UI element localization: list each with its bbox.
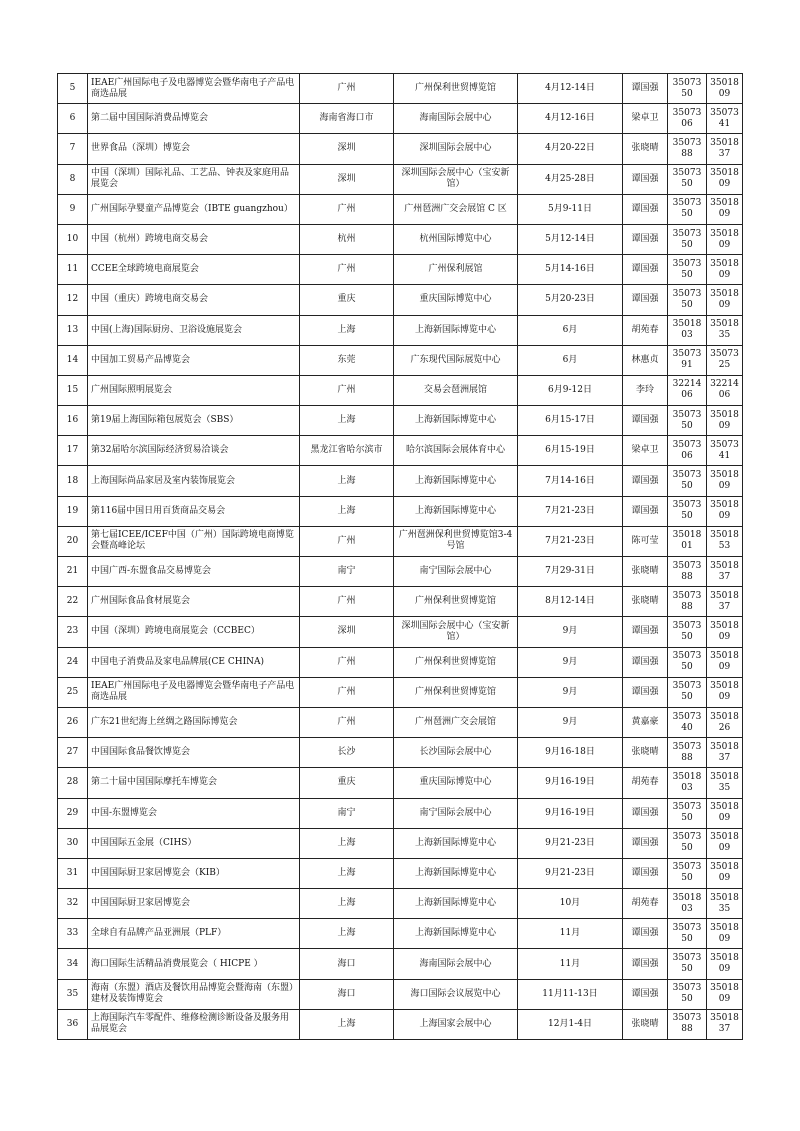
date-cell: 11月11-13日 xyxy=(518,979,623,1009)
phone-cell: 3507388 xyxy=(668,1009,707,1039)
table-row xyxy=(58,798,743,828)
phone-cell: 3507350 xyxy=(668,466,707,496)
phone-cell: 3507350 xyxy=(668,194,707,224)
exhibition-name-cell: 第二十届中国国际摩托车博览会 xyxy=(88,768,300,798)
date-cell: 7月29-31日 xyxy=(518,557,623,587)
fax-cell: 3501809 xyxy=(707,285,743,315)
date-cell: 6月15-19日 xyxy=(518,436,623,466)
row-number-cell: 5 xyxy=(58,74,88,104)
row-number-cell: 27 xyxy=(58,738,88,768)
venue-cell: 南宁国际会展中心 xyxy=(394,557,518,587)
city-cell: 重庆 xyxy=(300,768,394,798)
phone-cell: 3507350 xyxy=(668,858,707,888)
table-row xyxy=(58,436,743,466)
row-number-cell: 12 xyxy=(58,285,88,315)
row-number-cell: 18 xyxy=(58,466,88,496)
table-row xyxy=(58,647,743,677)
date-cell: 11月 xyxy=(518,919,623,949)
contact-person-cell: 谭国强 xyxy=(623,224,668,254)
date-cell: 11月 xyxy=(518,949,623,979)
fax-cell: 3501809 xyxy=(707,74,743,104)
row-number-cell: 22 xyxy=(58,587,88,617)
venue-cell: 哈尔滨国际会展体育中心 xyxy=(394,436,518,466)
city-cell: 广州 xyxy=(300,677,394,707)
phone-cell: 3501801 xyxy=(668,526,707,556)
date-cell: 10月 xyxy=(518,889,623,919)
date-cell: 5月12-14日 xyxy=(518,224,623,254)
city-cell: 南宁 xyxy=(300,557,394,587)
venue-cell: 上海新国际博览中心 xyxy=(394,406,518,436)
venue-cell: 上海新国际博览中心 xyxy=(394,466,518,496)
exhibition-name-cell: 第32届哈尔滨国际经济贸易洽谈会 xyxy=(88,436,300,466)
exhibition-name-cell: 中国(上海)国际厨房、卫浴设施展览会 xyxy=(88,315,300,345)
row-number-cell: 31 xyxy=(58,858,88,888)
row-number-cell: 19 xyxy=(58,496,88,526)
exhibition-name-cell: 广州国际孕婴童产品博览会（IBTE guangzhou） xyxy=(88,194,300,224)
table-row xyxy=(58,285,743,315)
venue-cell: 海南国际会展中心 xyxy=(394,104,518,134)
contact-person-cell: 梁卓卫 xyxy=(623,436,668,466)
exhibition-name-cell: 中国（杭州）跨境电商交易会 xyxy=(88,224,300,254)
city-cell: 广州 xyxy=(300,194,394,224)
table-row xyxy=(58,557,743,587)
city-cell: 上海 xyxy=(300,496,394,526)
row-number-cell: 21 xyxy=(58,557,88,587)
exhibition-name-cell: CCEE全球跨境电商展览会 xyxy=(88,255,300,285)
fax-cell: 3501837 xyxy=(707,587,743,617)
phone-cell: 3501803 xyxy=(668,768,707,798)
table-row xyxy=(58,828,743,858)
phone-cell: 3507350 xyxy=(668,224,707,254)
city-cell: 广州 xyxy=(300,74,394,104)
contact-person-cell: 林惠贞 xyxy=(623,345,668,375)
table-row xyxy=(58,255,743,285)
city-cell: 广州 xyxy=(300,587,394,617)
phone-cell: 3507391 xyxy=(668,345,707,375)
date-cell: 9月 xyxy=(518,677,623,707)
row-number-cell: 14 xyxy=(58,345,88,375)
row-number-cell: 35 xyxy=(58,979,88,1009)
date-cell: 5月20-23日 xyxy=(518,285,623,315)
table-row xyxy=(58,496,743,526)
phone-cell: 3507350 xyxy=(668,798,707,828)
city-cell: 重庆 xyxy=(300,285,394,315)
row-number-cell: 7 xyxy=(58,134,88,164)
fax-cell: 3501835 xyxy=(707,315,743,345)
venue-cell: 杭州国际博览中心 xyxy=(394,224,518,254)
venue-cell: 广州琶洲广交会展馆 xyxy=(394,707,518,737)
fax-cell: 3501809 xyxy=(707,164,743,194)
phone-cell: 3507388 xyxy=(668,134,707,164)
fax-cell: 3501809 xyxy=(707,255,743,285)
city-cell: 广州 xyxy=(300,526,394,556)
exhibition-name-cell: 中国国际厨卫家居博览会 xyxy=(88,889,300,919)
row-number-cell: 8 xyxy=(58,164,88,194)
city-cell: 广州 xyxy=(300,375,394,405)
table-row xyxy=(58,104,743,134)
city-cell: 长沙 xyxy=(300,738,394,768)
phone-cell: 3501803 xyxy=(668,315,707,345)
venue-cell: 海口国际会议展览中心 xyxy=(394,979,518,1009)
fax-cell: 3501809 xyxy=(707,828,743,858)
exhibition-name-cell: 第19届上海国际箱包展览会（SBS） xyxy=(88,406,300,436)
table-row xyxy=(58,919,743,949)
exhibition-table xyxy=(57,73,743,1040)
date-cell: 9月 xyxy=(518,617,623,647)
fax-cell: 3501809 xyxy=(707,406,743,436)
city-cell: 上海 xyxy=(300,889,394,919)
fax-cell: 3501809 xyxy=(707,798,743,828)
exhibition-name-cell: 第七届ICEE/ICEF中国（广州）国际跨境电商博览会暨高峰论坛 xyxy=(88,526,300,556)
table-row xyxy=(58,979,743,1009)
table-row xyxy=(58,526,743,556)
exhibition-name-cell: 全球自有品牌产品亚洲展（PLF） xyxy=(88,919,300,949)
fax-cell: 3501809 xyxy=(707,496,743,526)
contact-person-cell: 谭国强 xyxy=(623,164,668,194)
date-cell: 4月25-28日 xyxy=(518,164,623,194)
contact-person-cell: 胡苑春 xyxy=(623,315,668,345)
phone-cell: 3507388 xyxy=(668,738,707,768)
date-cell: 6月 xyxy=(518,345,623,375)
fax-cell: 3501835 xyxy=(707,889,743,919)
contact-person-cell: 张晓晴 xyxy=(623,1009,668,1039)
table-row xyxy=(58,1009,743,1039)
contact-person-cell: 梁卓卫 xyxy=(623,104,668,134)
row-number-cell: 29 xyxy=(58,798,88,828)
fax-cell: 3501809 xyxy=(707,677,743,707)
date-cell: 8月12-14日 xyxy=(518,587,623,617)
venue-cell: 上海新国际博览中心 xyxy=(394,919,518,949)
date-cell: 9月16-18日 xyxy=(518,738,623,768)
venue-cell: 重庆国际博览中心 xyxy=(394,768,518,798)
exhibition-name-cell: 世界食品（深圳）博览会 xyxy=(88,134,300,164)
contact-person-cell: 胡苑春 xyxy=(623,889,668,919)
city-cell: 上海 xyxy=(300,858,394,888)
table-row xyxy=(58,194,743,224)
fax-cell: 3501809 xyxy=(707,647,743,677)
date-cell: 9月16-19日 xyxy=(518,768,623,798)
row-number-cell: 15 xyxy=(58,375,88,405)
contact-person-cell: 谭国强 xyxy=(623,617,668,647)
fax-cell: 3507325 xyxy=(707,345,743,375)
table-row xyxy=(58,74,743,104)
city-cell: 广州 xyxy=(300,255,394,285)
exhibition-name-cell: 中国（深圳）跨境电商展览会（CCBEC） xyxy=(88,617,300,647)
city-cell: 上海 xyxy=(300,1009,394,1039)
row-number-cell: 6 xyxy=(58,104,88,134)
date-cell: 9月16-19日 xyxy=(518,798,623,828)
date-cell: 4月12-16日 xyxy=(518,104,623,134)
venue-cell: 广州保利世贸博览馆 xyxy=(394,587,518,617)
exhibition-name-cell: 海口国际生活精品消费展览会（ HICPE ） xyxy=(88,949,300,979)
exhibition-name-cell: 中国-东盟博览会 xyxy=(88,798,300,828)
table-row xyxy=(58,617,743,647)
contact-person-cell: 谭国强 xyxy=(623,406,668,436)
table-row xyxy=(58,738,743,768)
fax-cell: 3501809 xyxy=(707,949,743,979)
fax-cell: 3501809 xyxy=(707,858,743,888)
row-number-cell: 36 xyxy=(58,1009,88,1039)
contact-person-cell: 胡苑春 xyxy=(623,768,668,798)
city-cell: 杭州 xyxy=(300,224,394,254)
table-row xyxy=(58,375,743,405)
venue-cell: 交易会琶洲展馆 xyxy=(394,375,518,405)
contact-person-cell: 谭国强 xyxy=(623,919,668,949)
exhibition-name-cell: 第二届中国国际消费品博览会 xyxy=(88,104,300,134)
contact-person-cell: 谭国强 xyxy=(623,949,668,979)
exhibition-name-cell: 中国（深圳）国际礼品、工艺品、钟表及家庭用品展览会 xyxy=(88,164,300,194)
contact-person-cell: 陈可莹 xyxy=(623,526,668,556)
row-number-cell: 10 xyxy=(58,224,88,254)
venue-cell: 广州保利世贸博览馆 xyxy=(394,647,518,677)
contact-person-cell: 谭国强 xyxy=(623,798,668,828)
phone-cell: 3507388 xyxy=(668,587,707,617)
venue-cell: 广州保利世贸博览馆 xyxy=(394,74,518,104)
venue-cell: 长沙国际会展中心 xyxy=(394,738,518,768)
city-cell: 上海 xyxy=(300,919,394,949)
venue-cell: 上海国家会展中心 xyxy=(394,1009,518,1039)
phone-cell: 3507340 xyxy=(668,707,707,737)
phone-cell: 3507350 xyxy=(668,979,707,1009)
city-cell: 上海 xyxy=(300,315,394,345)
table-row xyxy=(58,134,743,164)
exhibition-name-cell: IEAE广州国际电子及电器博览会暨华南电子产品电商选品展 xyxy=(88,74,300,104)
venue-cell: 广东现代国际展览中心 xyxy=(394,345,518,375)
date-cell: 4月20-22日 xyxy=(518,134,623,164)
row-number-cell: 33 xyxy=(58,919,88,949)
contact-person-cell: 张晓晴 xyxy=(623,134,668,164)
city-cell: 东莞 xyxy=(300,345,394,375)
row-number-cell: 30 xyxy=(58,828,88,858)
table-row xyxy=(58,315,743,345)
exhibition-name-cell: 广州国际食品食材展览会 xyxy=(88,587,300,617)
contact-person-cell: 谭国强 xyxy=(623,496,668,526)
row-number-cell: 34 xyxy=(58,949,88,979)
phone-cell: 3507350 xyxy=(668,919,707,949)
fax-cell: 3501809 xyxy=(707,194,743,224)
table-row xyxy=(58,164,743,194)
row-number-cell: 24 xyxy=(58,647,88,677)
exhibition-name-cell: 上海国际尚品家居及室内装饰展览会 xyxy=(88,466,300,496)
venue-cell: 广州琶洲保利世贸博览馆3-4号馆 xyxy=(394,526,518,556)
fax-cell: 3221406 xyxy=(707,375,743,405)
venue-cell: 南宁国际会展中心 xyxy=(394,798,518,828)
row-number-cell: 17 xyxy=(58,436,88,466)
date-cell: 6月15-17日 xyxy=(518,406,623,436)
contact-person-cell: 谭国强 xyxy=(623,194,668,224)
contact-person-cell: 谭国强 xyxy=(623,74,668,104)
row-number-cell: 11 xyxy=(58,255,88,285)
venue-cell: 深圳国际会展中心（宝安新馆） xyxy=(394,164,518,194)
phone-cell: 3507306 xyxy=(668,436,707,466)
table-row xyxy=(58,466,743,496)
date-cell: 5月9-11日 xyxy=(518,194,623,224)
contact-person-cell: 谭国强 xyxy=(623,255,668,285)
phone-cell: 3507350 xyxy=(668,255,707,285)
table-row xyxy=(58,858,743,888)
contact-person-cell: 谭国强 xyxy=(623,828,668,858)
venue-cell: 上海新国际博览中心 xyxy=(394,858,518,888)
date-cell: 6月9-12日 xyxy=(518,375,623,405)
phone-cell: 3507306 xyxy=(668,104,707,134)
venue-cell: 广州保利世贸博览馆 xyxy=(394,677,518,707)
phone-cell: 3221406 xyxy=(668,375,707,405)
table-row xyxy=(58,889,743,919)
date-cell: 9月21-23日 xyxy=(518,828,623,858)
venue-cell: 广州琶洲广交会展馆 C 区 xyxy=(394,194,518,224)
contact-person-cell: 谭国强 xyxy=(623,466,668,496)
table-row xyxy=(58,224,743,254)
venue-cell: 深圳国际会展中心 xyxy=(394,134,518,164)
row-number-cell: 16 xyxy=(58,406,88,436)
fax-cell: 3501837 xyxy=(707,1009,743,1039)
date-cell: 7月21-23日 xyxy=(518,526,623,556)
exhibition-name-cell: 第116届中国日用百货商品交易会 xyxy=(88,496,300,526)
fax-cell: 3501809 xyxy=(707,224,743,254)
venue-cell: 广州保利展馆 xyxy=(394,255,518,285)
contact-person-cell: 谭国强 xyxy=(623,858,668,888)
contact-person-cell: 张晓晴 xyxy=(623,738,668,768)
fax-cell: 3501837 xyxy=(707,738,743,768)
fax-cell: 3501809 xyxy=(707,617,743,647)
city-cell: 海南省海口市 xyxy=(300,104,394,134)
contact-person-cell: 谭国强 xyxy=(623,285,668,315)
fax-cell: 3501853 xyxy=(707,526,743,556)
city-cell: 上海 xyxy=(300,828,394,858)
contact-person-cell: 张晓晴 xyxy=(623,557,668,587)
exhibition-name-cell: 广东21世纪海上丝绸之路国际博览会 xyxy=(88,707,300,737)
city-cell: 深圳 xyxy=(300,617,394,647)
city-cell: 上海 xyxy=(300,466,394,496)
exhibition-name-cell: 中国国际五金展（CIHS） xyxy=(88,828,300,858)
exhibition-name-cell: 海南（东盟）酒店及餐饮用品博览会暨海南（东盟）建材及装饰博览会 xyxy=(88,979,300,1009)
table-row xyxy=(58,768,743,798)
exhibition-name-cell: 中国国际厨卫家居博览会（KIB） xyxy=(88,858,300,888)
date-cell: 12月1-4日 xyxy=(518,1009,623,1039)
contact-person-cell: 黄嘉豪 xyxy=(623,707,668,737)
phone-cell: 3501803 xyxy=(668,889,707,919)
date-cell: 5月14-16日 xyxy=(518,255,623,285)
fax-cell: 3507341 xyxy=(707,104,743,134)
city-cell: 广州 xyxy=(300,647,394,677)
city-cell: 深圳 xyxy=(300,134,394,164)
exhibition-name-cell: 中国国际食品餐饮博览会 xyxy=(88,738,300,768)
date-cell: 7月21-23日 xyxy=(518,496,623,526)
exhibition-name-cell: 中国广西-东盟食品交易博览会 xyxy=(88,557,300,587)
venue-cell: 海南国际会展中心 xyxy=(394,949,518,979)
date-cell: 9月 xyxy=(518,707,623,737)
date-cell: 7月14-16日 xyxy=(518,466,623,496)
contact-person-cell: 谭国强 xyxy=(623,647,668,677)
phone-cell: 3507350 xyxy=(668,285,707,315)
exhibition-name-cell: 中国电子消费品及家电品牌展(CE CHINA) xyxy=(88,647,300,677)
exhibition-name-cell: 中国加工贸易产品博览会 xyxy=(88,345,300,375)
venue-cell: 上海新国际博览中心 xyxy=(394,496,518,526)
fax-cell: 3501835 xyxy=(707,768,743,798)
phone-cell: 3507350 xyxy=(668,617,707,647)
row-number-cell: 20 xyxy=(58,526,88,556)
venue-cell: 上海新国际博览中心 xyxy=(394,889,518,919)
venue-cell: 深圳国际会展中心（宝安新馆） xyxy=(394,617,518,647)
row-number-cell: 26 xyxy=(58,707,88,737)
contact-person-cell: 李玲 xyxy=(623,375,668,405)
city-cell: 广州 xyxy=(300,707,394,737)
date-cell: 4月12-14日 xyxy=(518,74,623,104)
date-cell: 9月 xyxy=(518,647,623,677)
city-cell: 南宁 xyxy=(300,798,394,828)
fax-cell: 3501809 xyxy=(707,466,743,496)
fax-cell: 3501837 xyxy=(707,557,743,587)
city-cell: 上海 xyxy=(300,406,394,436)
fax-cell: 3501826 xyxy=(707,707,743,737)
phone-cell: 3507350 xyxy=(668,496,707,526)
date-cell: 9月21-23日 xyxy=(518,858,623,888)
contact-person-cell: 张晓晴 xyxy=(623,587,668,617)
fax-cell: 3507341 xyxy=(707,436,743,466)
phone-cell: 3507350 xyxy=(668,406,707,436)
row-number-cell: 23 xyxy=(58,617,88,647)
table-row xyxy=(58,345,743,375)
phone-cell: 3507350 xyxy=(668,949,707,979)
date-cell: 6月 xyxy=(518,315,623,345)
phone-cell: 3507350 xyxy=(668,677,707,707)
exhibition-name-cell: IEAE广州国际电子及电器博览会暨华南电子产品电商选品展 xyxy=(88,677,300,707)
contact-person-cell: 谭国强 xyxy=(623,979,668,1009)
row-number-cell: 25 xyxy=(58,677,88,707)
row-number-cell: 13 xyxy=(58,315,88,345)
table-row xyxy=(58,587,743,617)
city-cell: 海口 xyxy=(300,979,394,1009)
exhibition-name-cell: 中国（重庆）跨境电商交易会 xyxy=(88,285,300,315)
contact-person-cell: 谭国强 xyxy=(623,677,668,707)
phone-cell: 3507350 xyxy=(668,828,707,858)
venue-cell: 重庆国际博览中心 xyxy=(394,285,518,315)
city-cell: 黑龙江省哈尔滨市 xyxy=(300,436,394,466)
phone-cell: 3507350 xyxy=(668,647,707,677)
phone-cell: 3507350 xyxy=(668,164,707,194)
table-row xyxy=(58,406,743,436)
venue-cell: 上海新国际博览中心 xyxy=(394,315,518,345)
venue-cell: 上海新国际博览中心 xyxy=(394,828,518,858)
phone-cell: 3507350 xyxy=(668,74,707,104)
fax-cell: 3501809 xyxy=(707,919,743,949)
city-cell: 深圳 xyxy=(300,164,394,194)
city-cell: 海口 xyxy=(300,949,394,979)
table-row xyxy=(58,707,743,737)
row-number-cell: 9 xyxy=(58,194,88,224)
row-number-cell: 28 xyxy=(58,768,88,798)
table-row xyxy=(58,677,743,707)
row-number-cell: 32 xyxy=(58,889,88,919)
table-row xyxy=(58,949,743,979)
table-body xyxy=(58,74,743,1040)
exhibition-name-cell: 上海国际汽车零配件、维修检测诊断设备及服务用品展览会 xyxy=(88,1009,300,1039)
phone-cell: 3507388 xyxy=(668,557,707,587)
fax-cell: 3501837 xyxy=(707,134,743,164)
exhibition-name-cell: 广州国际照明展览会 xyxy=(88,375,300,405)
fax-cell: 3501809 xyxy=(707,979,743,1009)
